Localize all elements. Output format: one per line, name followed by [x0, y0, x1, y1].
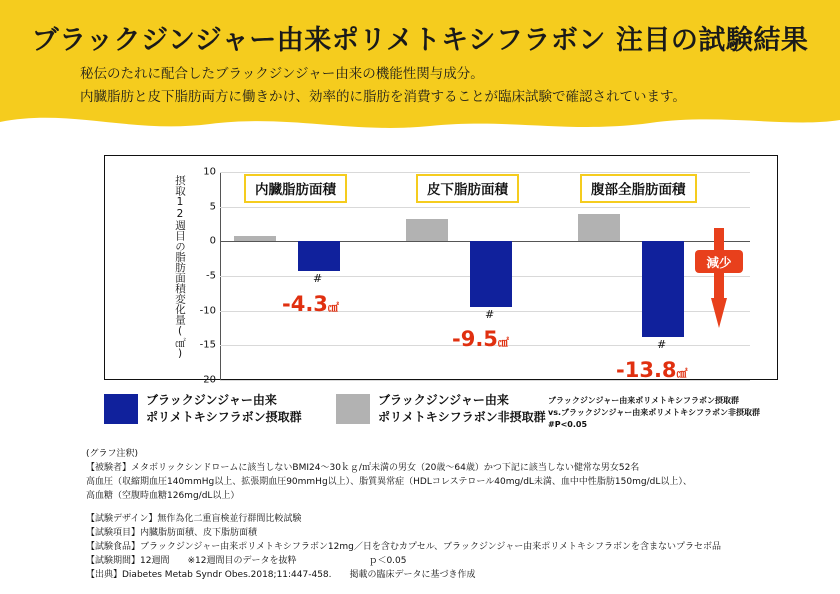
significance-marker-subcutaneous: #: [485, 308, 495, 321]
footnote-line: 【試験期間】12週間 ※12週間目のデータを抜粋 ｐ＜0.05: [86, 555, 407, 566]
value-label-total: [616, 358, 688, 382]
footnote-line: 【試験デザイン】無作為化二重盲検並行群間比較試験: [86, 513, 302, 524]
legend-significance-note: [548, 395, 778, 431]
bar-blue-visceral: [298, 241, 340, 271]
legend-note-line1: ブラックジンジャー由来ポリメトキシフラボン摂取群: [548, 396, 740, 405]
ytick-label-minus5: -5: [206, 270, 216, 282]
footnote-line: 【試験項目】内臓脂肪面積、皮下脂肪面積: [86, 527, 258, 538]
value-number-subcutaneous: -9.5: [452, 327, 498, 351]
bar-gray-visceral: [234, 236, 276, 242]
header-subtitle-line1: 秘伝のたれに配合したブラックジンジャー由来の機能性関与成分。: [80, 66, 484, 82]
legend-swatch-gray: [336, 394, 370, 424]
ytick-label-minus15: -15: [199, 339, 216, 351]
legend-note-line2: vs.ブラックジンジャー由来ポリメトキシフラボン非摂取群: [548, 408, 761, 417]
bar-blue-subcutaneous: [470, 241, 512, 307]
gridline-10: [220, 172, 750, 173]
ytick-label-5: 5: [209, 201, 216, 213]
chart-plot-area: [199, 166, 750, 386]
footnotes: [86, 448, 786, 591]
footnote-block-subjects: [86, 448, 786, 504]
value-number-visceral: -4.3: [282, 292, 328, 316]
ytick-label-10: 10: [203, 166, 216, 178]
category-label-visceral: 内臓脂肪面積: [244, 174, 347, 203]
header-wave-decoration: [0, 108, 840, 132]
significance-marker-total: #: [657, 338, 667, 351]
footnote-line: (グラフ注釈): [86, 449, 139, 459]
footnote-line: 高血圧（収縮期血圧140mmHg以上、拡張期血圧90mmHg以上）、脂質異常症（HDLコレステロール40mg/dL未満、血中中性脂肪150mg/dL以上）、: [86, 476, 692, 487]
value-label-subcutaneous: [452, 327, 509, 351]
value-unit-subcutaneous: ㎠: [497, 336, 509, 349]
decrease-annotation: [690, 228, 748, 333]
footnote-line: 高血糖（空腹時血糖126mg/dL以上）: [86, 490, 240, 501]
legend-item-intake: [104, 392, 302, 427]
footnote-line: 【被験者】メタボリックシンドロームに該当しないBMI24～30ｋｇ/㎡未満の男女（20歳～64歳）かつ下記に該当しない健常な男女52名: [86, 462, 640, 473]
footnote-line: 【試験食品】ブラックジンジャー由来ポリメトキシフラボン12mg／日を含むカプセル、ブラックジンジャー由来ポリメトキシフラボンを含まないプラセボ品: [86, 541, 721, 552]
value-label-visceral: [282, 292, 339, 316]
legend-label-intake-line2: ポリメトキシフラボン摂取群: [146, 410, 302, 425]
category-label-subcutaneous: 皮下脂肪面積: [416, 174, 519, 203]
chart-legend: [104, 392, 778, 442]
chart-y-axis-title: 摂取12週目の脂肪面積変化量(㎠): [174, 175, 186, 360]
bar-blue-total: [642, 241, 684, 337]
legend-label-non-intake-line1: ブラックジンジャー由来: [378, 393, 509, 407]
ytick-label-minus20: -20: [199, 374, 216, 386]
legend-swatch-blue: [104, 394, 138, 424]
bar-gray-total: [578, 214, 620, 242]
ytick-label-minus10: -10: [199, 305, 216, 317]
value-unit-visceral: ㎠: [327, 301, 339, 314]
value-unit-total: ㎠: [676, 367, 688, 380]
ytick-label-0: 0: [209, 235, 216, 247]
legend-item-non-intake: [336, 392, 546, 427]
legend-label-intake-line1: ブラックジンジャー由来: [146, 393, 277, 407]
page-header: [0, 0, 840, 132]
legend-label-non-intake-line2: ポリメトキシフラボン非摂取群: [378, 410, 546, 425]
down-arrow-icon: [711, 228, 727, 328]
footnote-block-design: [86, 513, 786, 583]
gridline-5: [220, 207, 750, 208]
decrease-badge: 減少: [695, 250, 743, 273]
category-label-total: 腹部全脂肪面積: [580, 174, 697, 203]
legend-label-intake: [146, 392, 302, 427]
page-title: ブラックジンジャー由来ポリメトキシフラボン 注目の試験結果: [31, 25, 809, 56]
legend-label-non-intake: [378, 392, 546, 427]
value-number-total: -13.8: [616, 358, 677, 382]
header-subtitle-line2: 内臓脂肪と皮下脂肪両方に働きかけ、効率的に脂肪を消費することが臨床試験で確認されています。: [80, 88, 686, 105]
bar-gray-subcutaneous: [406, 219, 448, 241]
header-subtitle: [80, 63, 686, 109]
legend-note-line3: #P<0.05: [548, 420, 588, 429]
footnote-line: 【出典】Diabetes Metab Syndr Obes.2018;11:447-458. 掲載の臨床データに基づき作成: [86, 569, 476, 580]
significance-marker-visceral: #: [313, 272, 323, 285]
